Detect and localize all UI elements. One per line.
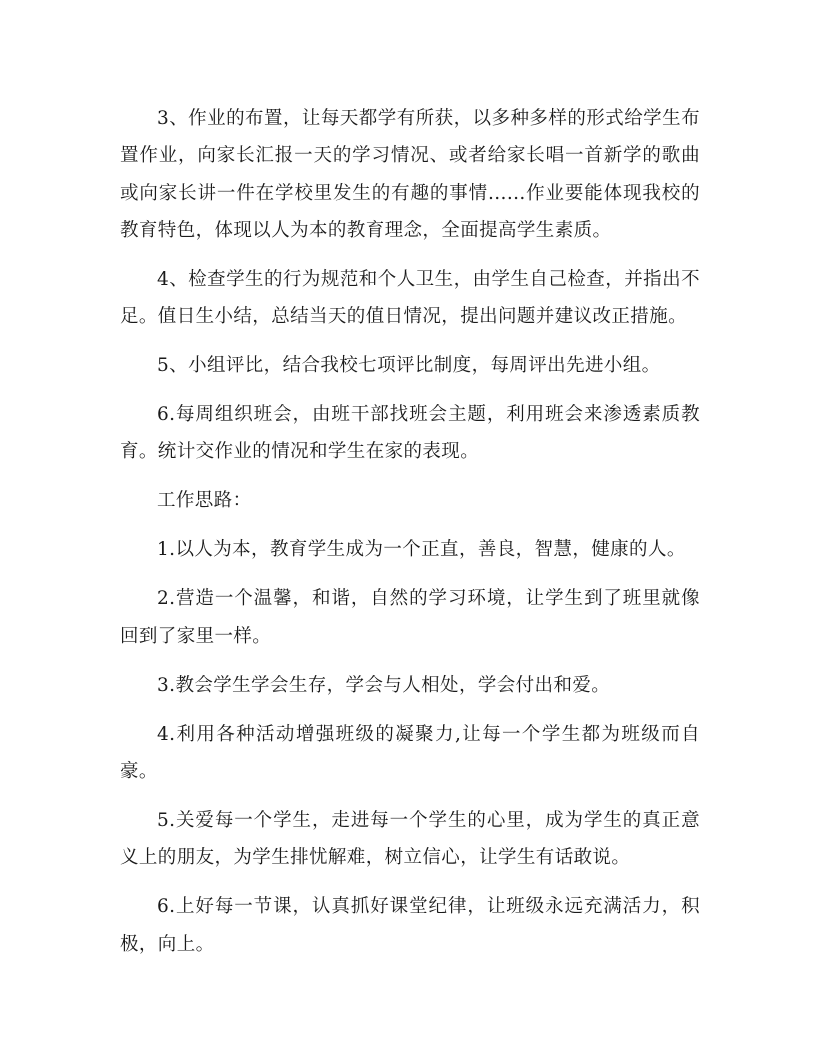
paragraph-idea-2: 2.营造一个温馨，和谐，自然的学习环境，让学生到了班里就像回到了家里一样。 xyxy=(120,588,700,647)
paragraph-group-evaluation: 5、小组评比，结合我校七项评比制度，每周评出先进小组。 xyxy=(157,355,661,377)
paragraph-idea-5: 5.关爱每一个学生，走进每一个学生的心里，成为学生的真正意义上的朋友，为学生排忧解难，树立信心，让学生有话敢说。 xyxy=(120,809,700,869)
paragraph-idea-4: 4.利用各种活动增强班级的凝聚力,让每一个学生都为班级而自豪。 xyxy=(120,723,700,782)
section-heading-work-ideas: 工作思路： xyxy=(157,490,252,512)
document-body xyxy=(120,100,700,975)
paragraph-idea-3: 3.教会学生学会生存，学会与人相处，学会付出和爱。 xyxy=(157,674,611,696)
paragraph-homework-assignment: 3、作业的布置，让每天都学有所获，以多种多样的形式给学生布置作业，向家长汇报一天的学习情况、或者给家长唱一首新学的歌曲或向家长讲一件在学校里发生的有趣的事情......作业要能体现我校的教育特色，体现以人为本的教育理念，全面提高学生素质。 xyxy=(120,108,700,241)
paragraph-behavior-check: 4、检查学生的行为规范和个人卫生，由学生自己检查，并指出不足。值日生小结，总结当天的值日情况，提出问题并建议改正措施。 xyxy=(120,268,700,328)
paragraph-idea-6: 6.上好每一节课，认真抓好课堂纪律，让班级永远充满活力，积极，向上。 xyxy=(120,896,700,955)
paragraph-idea-1: 1.以人为本，教育学生成为一个正直，善良，智慧，健康的人。 xyxy=(157,539,686,561)
paragraph-class-meeting: 6.每周组织班会，由班干部找班会主题，利用班会来渗透素质教育。统计交作业的情况和学生在家的表现。 xyxy=(120,404,700,463)
